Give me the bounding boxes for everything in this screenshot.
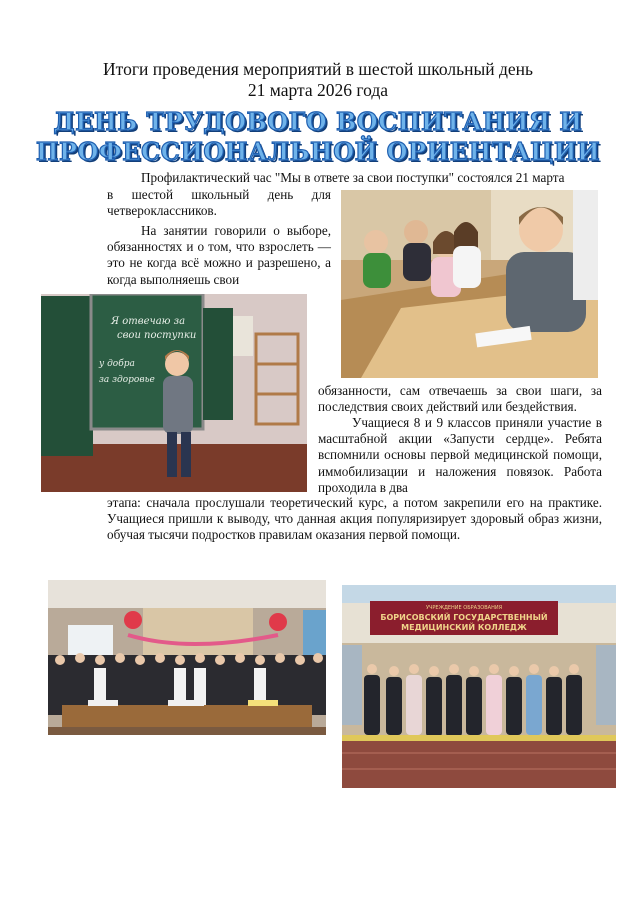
medical-college-group-photo xyxy=(342,585,616,788)
chalkboard-text-1: Я отвечаю за xyxy=(111,316,186,327)
chalkboard-text-2: свои поступки xyxy=(117,330,197,341)
college-sign-small: УЧРЕЖДЕНИЕ ОБРАЗОВАНИЯ xyxy=(425,605,503,611)
paragraph-2-end: обязанности, сам отвечаешь за свои шаги, за последствия своих действий или бездействия. xyxy=(318,383,602,415)
chalkboard-text-3: у добра xyxy=(99,359,135,369)
group-hall-photo xyxy=(48,580,326,735)
paragraph-3-end: этапа: сначала прослушали теоретический курс, а потом закрепили его на практике. Учащиеся пришли к выводу, что данная акция популяризирует здоровый образ жизни, обучая тысячи подростков правилам оказания первой помощи. xyxy=(107,495,602,543)
banner-title-line2: ПРОФЕССИОНАЛЬНОЙ ОРИЕНТАЦИИ xyxy=(35,137,601,166)
paragraph-1-end: в шестой школьный день для четвероклассников. xyxy=(107,187,331,219)
classroom-students-photo xyxy=(341,190,598,378)
paragraph-3-start: Учащиеся 8 и 9 классов приняли участие в масштабной акции «Запусти сердце». Ребята вспомнили основы первой медицинской помощи, иммобилизации и наложения повязок. Работа проходила в два xyxy=(318,415,602,495)
college-sign-line1: БОРИСОВСКИЙ ГОСУДАРСТВЕННЫЙ xyxy=(380,613,548,622)
chalkboard-text-4: за здоровье xyxy=(99,375,155,385)
college-sign-line2: МЕДИЦИНСКИЙ КОЛЛЕДЖ xyxy=(401,623,527,632)
report-date: 21 марта 2026 года xyxy=(247,80,389,100)
paragraph-1-start: Профилактический час "Мы в ответе за свои поступки" состоялся 21 марта xyxy=(141,170,565,185)
banner-title-line1: ДЕНЬ ТРУДОВОГО ВОСПИТАНИЯ И xyxy=(53,107,583,136)
chalkboard-boy-photo xyxy=(41,294,307,492)
report-title: Итоги проведения мероприятий в шестой школьный день xyxy=(103,59,533,79)
paragraph-2-start: На занятии говорили о выборе, обязанностях и о том, что взрослеть — это не когда всё можно и разрешено, а когда выполняешь свои xyxy=(107,223,331,287)
